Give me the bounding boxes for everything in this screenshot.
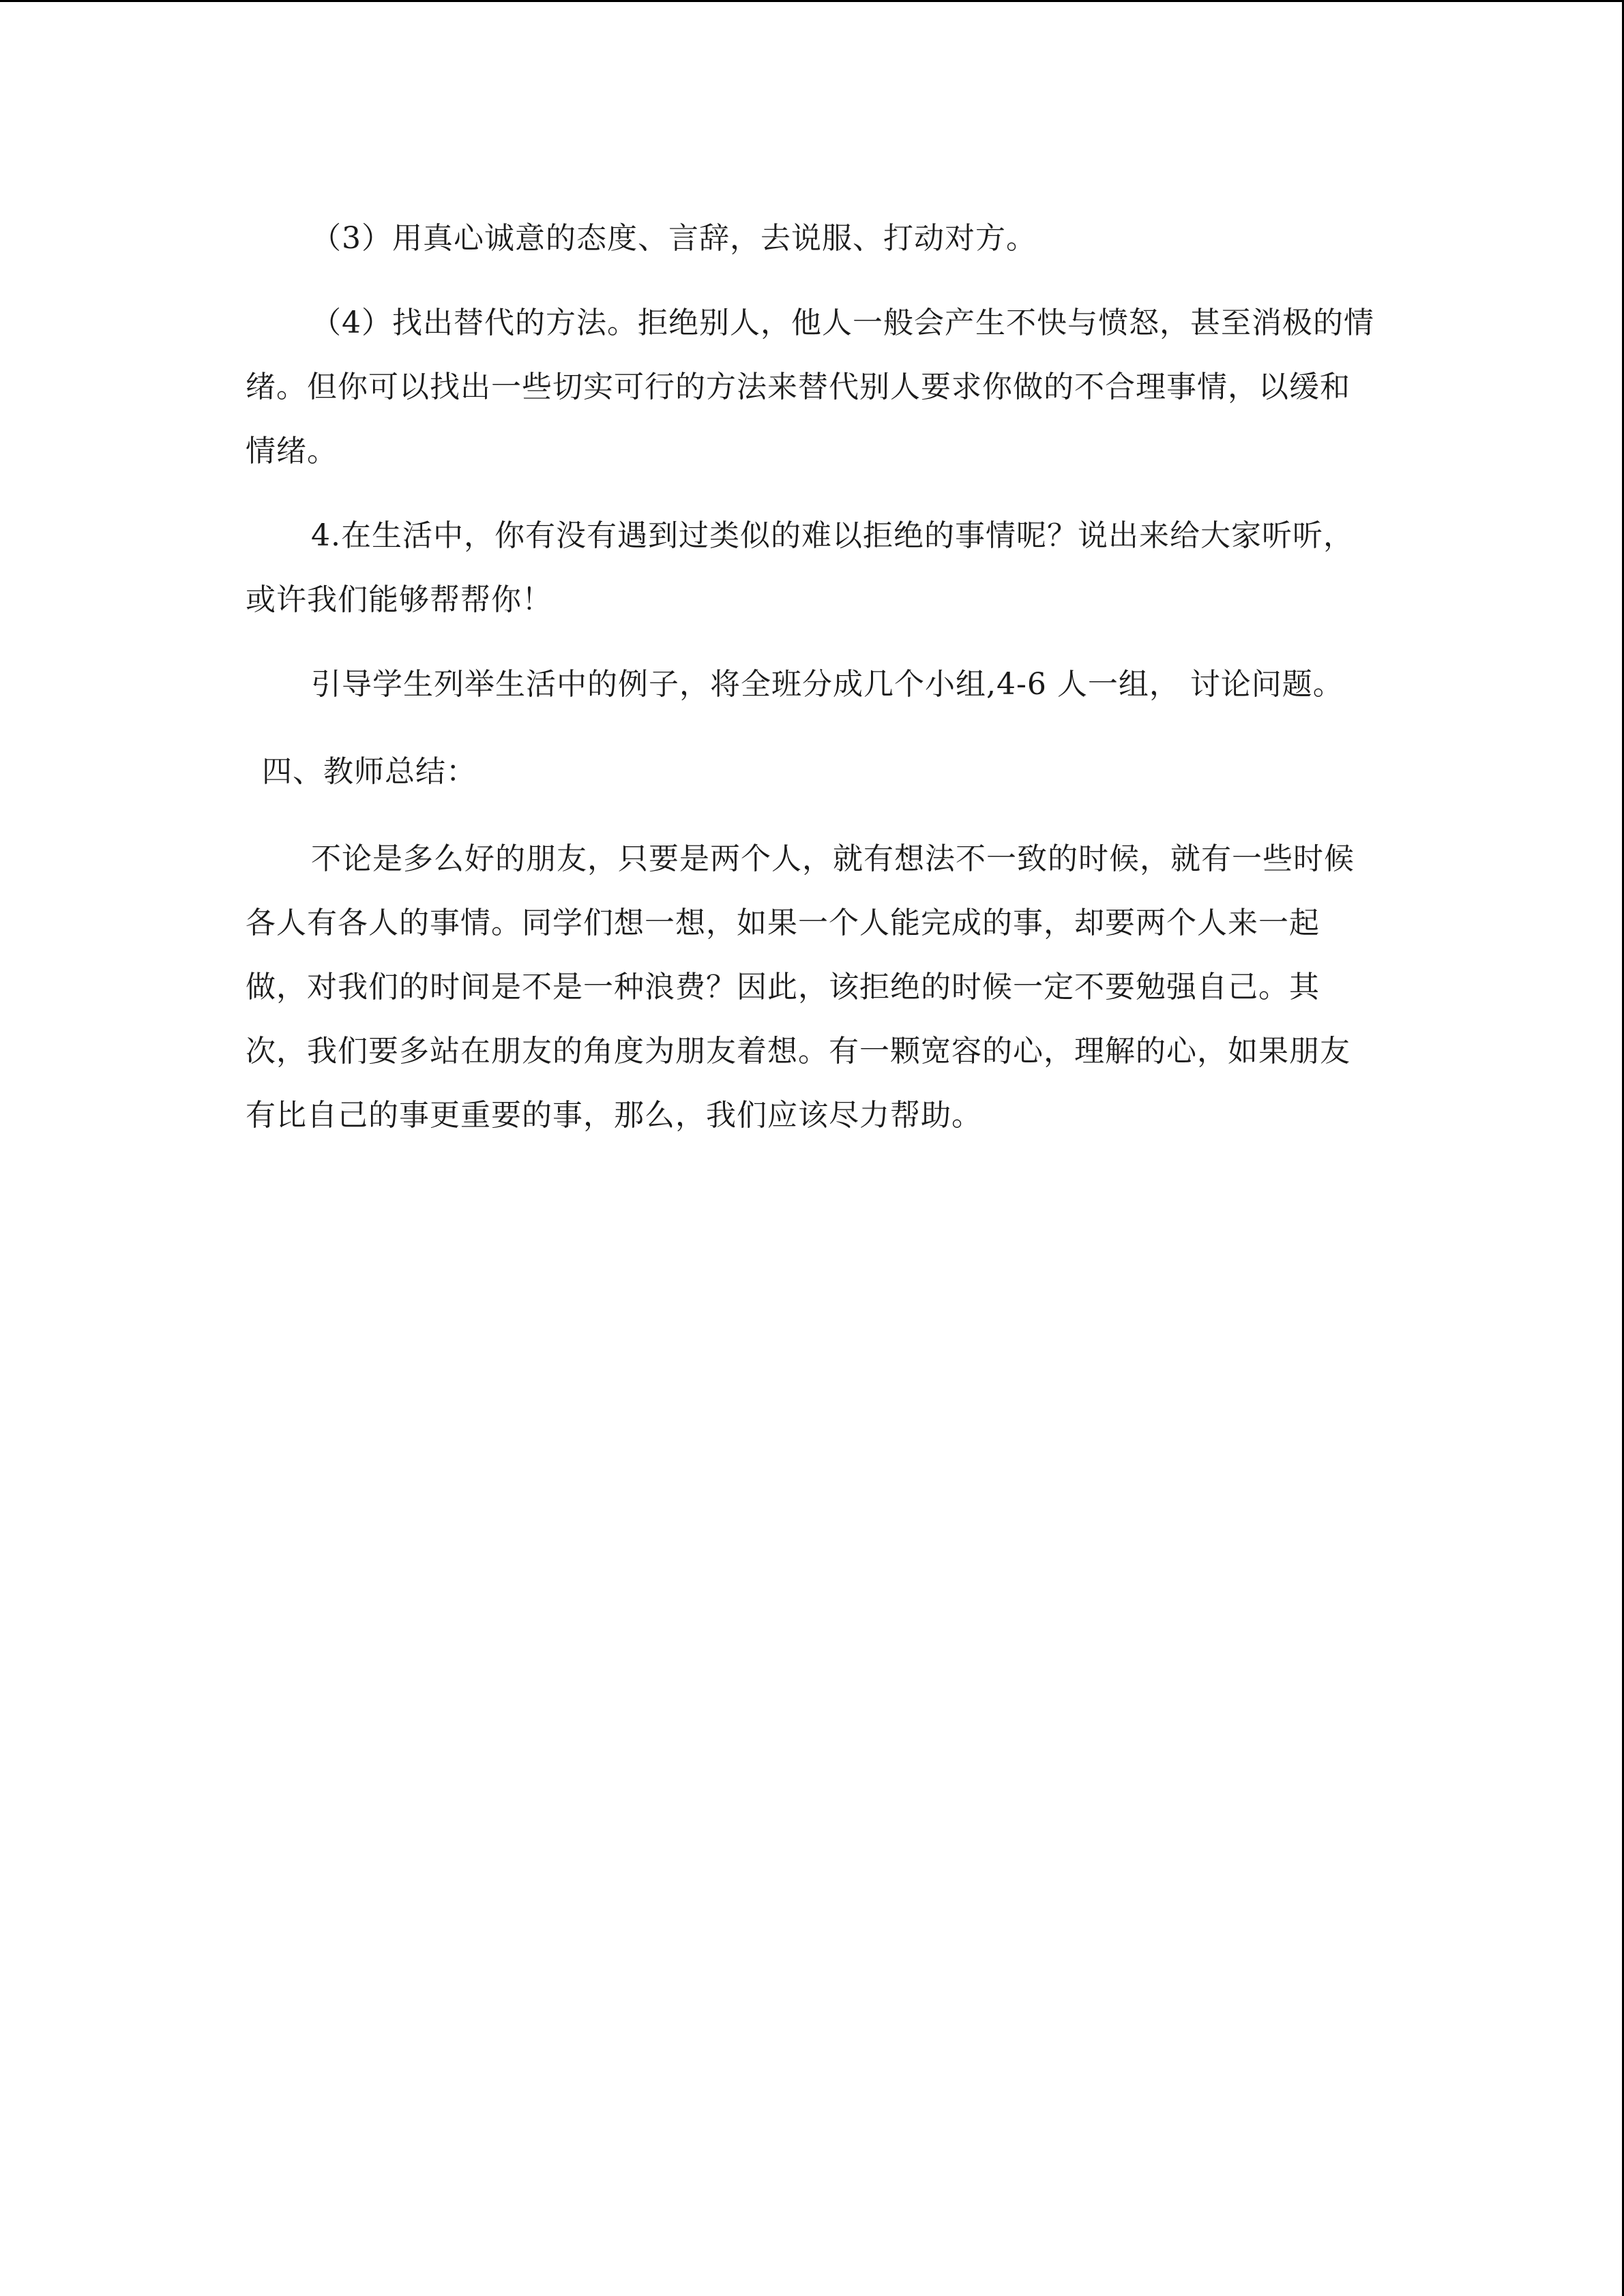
paragraph-summary: 不论是多么好的朋友，只要是两个人，就有想法不一致的时候，就有一些时候各人有各人的事情。同学们想一想，如果一个人能完成的事，却要两个人来一起做，对我们的时间是不是一种浪费？因此，该拒绝的时候一定不要勉强自己。其次，我们要多站在朋友的角度为朋友着想。有一颗宽容的心，理解的心，如果朋友有比自己的事更重要的事，那么，我们应该尽力帮助。 [246,841,1355,1133]
paragraph-question-4: 4.在生活中，你有没有遇到过类似的难以拒绝的事情呢？说出来给大家听听，或许我们能够帮帮你！ [246,518,1354,617]
paragraph-method-3: （3）用真心诚意的态度、言辞，去说服、打动对方。 [311,221,1037,256]
document-body [246,207,1378,1148]
section-heading-teacher-summary: 四、教师总结： [262,754,477,789]
paragraph-method-4: （4）找出替代的方法。拒绝别人，他人一般会产生不快与愤怒，甚至消极的情绪。但你可以找出一些切实可行的方法来替代别人要求你做的不合理事情，以缓和情绪。 [246,305,1374,468]
paragraph-group-discussion: 引导学生列举生活中的例子，将全班分成几个小组,4-6 人一组， 讨论问题。 [311,667,1344,702]
